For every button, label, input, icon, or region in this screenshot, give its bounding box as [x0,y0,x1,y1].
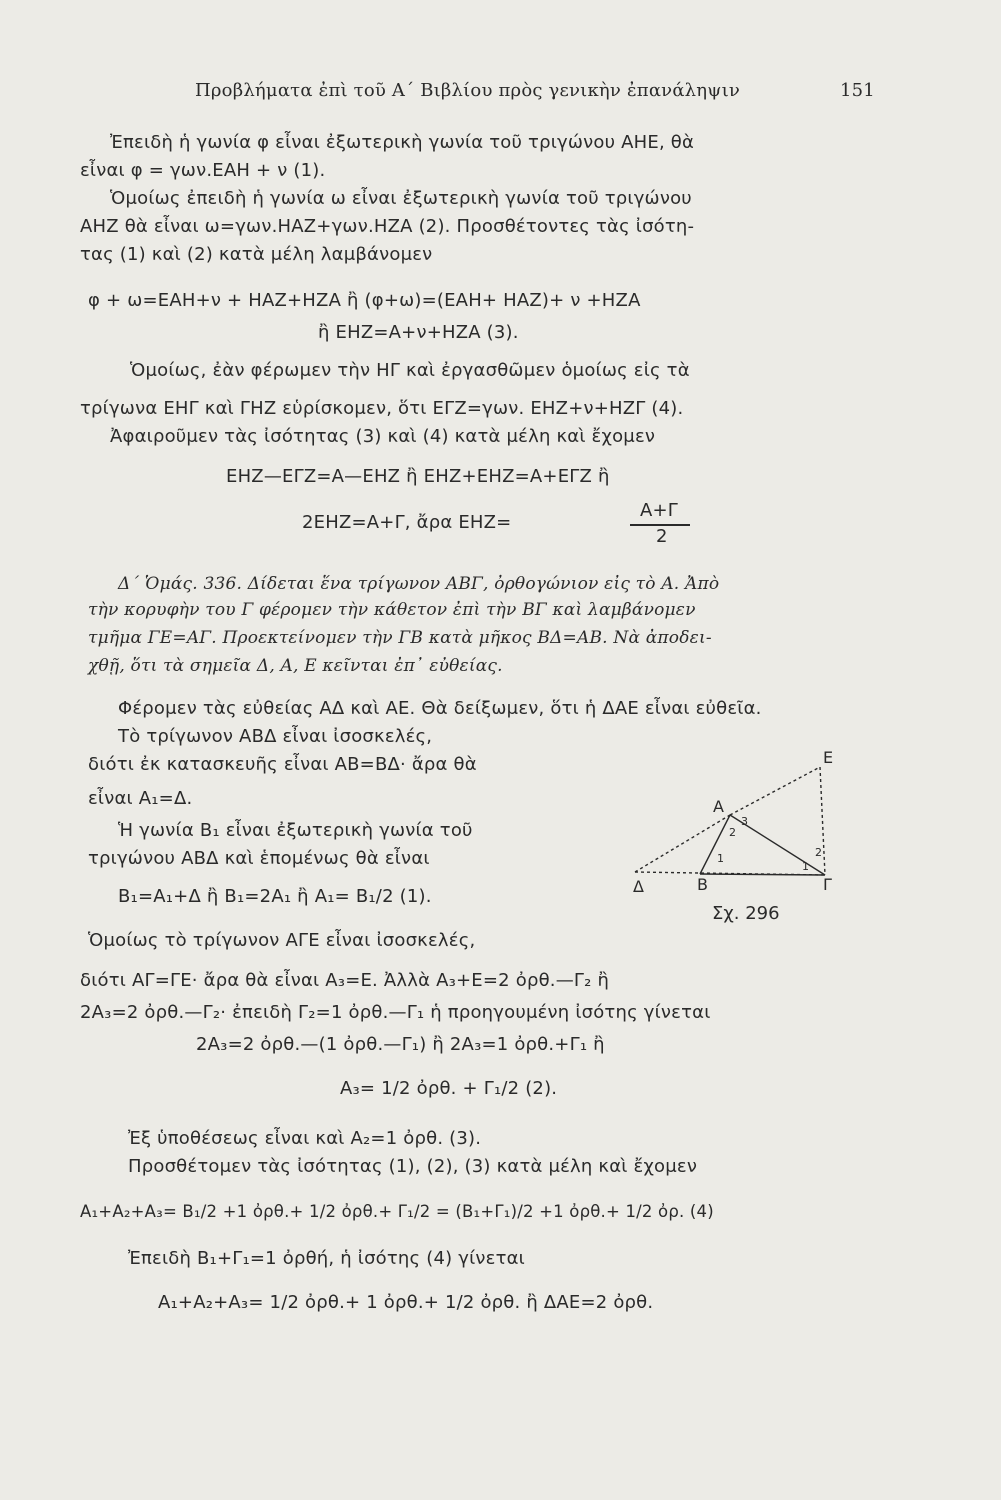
text-line: Ὁμοίως τὸ τρίγωνον ΑΓΕ εἶναι ἰσοσκελές, [88,930,476,951]
equation-line: Α₁+Α₂+Α₃= 1/2 ὀρθ.+ 1 ὀρθ.+ 1/2 ὀρθ. ἢ ΔΑΕ=2 ὀρθ. [158,1292,654,1313]
label-e: Ε [823,748,834,767]
label-angle-2: 2 [729,826,736,839]
problem-statement: τὴν κορυφὴν του Γ φέρομεν τὴν κάθετον ἐπὶ τὴν ΒΓ καὶ λαμβάνομεν [88,600,696,620]
text-line: Φέρομεν τὰς εὐθείας ΑΔ καὶ ΑΕ. Θὰ δείξωμεν, ὅτι ἡ ΔΑΕ εἶναι εὐθεῖα. [118,698,762,719]
problem-statement: Δ΄ Ὁμάς. 336. Δίδεται ἕνα τρίγωνον ΑΒΓ, ὀρθογώνιον εἰς τὸ Α. Ἀπὸ [118,574,720,594]
label-angle-1: 1 [717,852,724,865]
text-line: εἶναι φ = γων.ΕΑΗ + ν (1). [80,160,326,181]
label-a: Α [713,797,724,816]
label-gamma: Γ [823,875,832,894]
fraction-denominator: 2 [656,526,668,547]
text-line: τριγώνου ΑΒΔ καὶ ἑπομένως θὰ εἶναι [88,848,430,869]
equation-line: Α₃= 1/2 ὀρθ. + Γ₁/2 (2). [340,1078,558,1099]
running-title: Προβλήματα ἐπὶ τοῦ Α΄ Βιβλίου πρὸς γενικὴν ἐπανάληψιν [195,80,740,101]
equation-line: Α₁+Α₂+Α₃= Β₁/2 +1 ὀρθ.+ 1/2 ὀρθ.+ Γ₁/2 = (Β₁+Γ₁)/2 +1 ὀρθ.+ 1/2 ὀρ. (4) [80,1202,714,1221]
text-line: διότι ἐκ κατασκευῆς εἶναι ΑΒ=ΒΔ· ἄρα θὰ [88,754,477,775]
label-gamma-2: 2 [815,846,822,859]
fraction-numerator: Α+Γ [640,500,679,521]
segment-b-a [700,815,730,874]
equation-line: Β₁=Α₁+Δ ἢ Β₁=2Α₁ ἢ Α₁= Β₁/2 (1). [118,886,432,907]
segment-a-e [730,767,820,815]
text-line: 2Α₃=2 ὀρθ.—Γ₂· ἐπειδὴ Γ₂=1 ὀρθ.—Γ₁ ἡ προηγουμένη ἰσότης γίνεται [80,1002,711,1023]
text-line: τας (1) καὶ (2) κατὰ μέλη λαμβάνομεν [80,244,433,265]
label-gamma-1: 1 [802,860,809,873]
text-line: Τὸ τρίγωνον ΑΒΔ εἶναι ἰσοσκελές, [118,726,433,747]
equation-line: φ + ω=ΕΑΗ+ν + ΗΑΖ+ΗΖΑ ἢ (φ+ω)=(ΕΑΗ+ ΗΑΖ)+ ν +ΗΖΑ [88,290,641,311]
text-line: εἶναι Α₁=Δ. [88,788,193,809]
text-line: Ὁμοίως ἐπειδὴ ἡ γωνία ω εἶναι ἐξωτερικὴ γωνία τοῦ τριγώνου [110,188,692,209]
text-line: Προσθέτομεν τὰς ἰσότητας (1), (2), (3) κατὰ μέλη καὶ ἔχομεν [128,1156,698,1177]
equation-line: ΕΗΖ—ΕΓΖ=Α—ΕΗΖ ἢ ΕΗΖ+ΕΗΖ=Α+ΕΓΖ ἢ [226,466,610,487]
segment-b-gamma [700,874,825,875]
equation-line: 2Α₃=2 ὀρθ.—(1 ὀρθ.—Γ₁) ἢ 2Α₃=1 ὀρθ.+Γ₁ ἢ [196,1034,605,1055]
text-line: Ἐπειδὴ ἡ γωνία φ εἶναι ἐξωτερικὴ γωνία τοῦ τριγώνου ΑΗΕ, θὰ [110,132,695,153]
text-line: Ὁμοίως, ἐὰν φέρωμεν τὴν ΗΓ καὶ ἐργασθῶμεν ὁμοίως εἰς τὰ [130,360,690,381]
label-delta: Δ [633,877,644,896]
equation-line: ἢ ΕΗΖ=Α+ν+ΗΖΑ (3). [318,322,519,343]
problem-statement: τμῆμα ΓΕ=ΑΓ. Προεκτείνομεν τὴν ΓΒ κατὰ μῆκος ΒΔ=ΑΒ. Νὰ ἀποδει- [88,628,712,648]
text-line: Ἀφαιροῦμεν τὰς ἰσότητας (3) καὶ (4) κατὰ μέλη καὶ ἔχομεν [110,426,656,447]
equation-line: 2ΕΗΖ=Α+Γ, ἄρα ΕΗΖ= [302,512,512,533]
problem-statement: χθῇ, ὅτι τὰ σημεῖα Δ, Α, Ε κεῖνται ἐπ᾿ εὐθείας. [88,656,503,676]
text-line: διότι ΑΓ=ΓΕ· ἄρα θὰ εἶναι Α₃=Ε. Ἀλλὰ Α₃+Ε=2 ὀρθ.—Γ₂ ἢ [80,970,610,991]
page-number: 151 [840,80,875,101]
label-b: Β [697,875,708,894]
text-line: ΑΗΖ θὰ εἶναι ω=γων.ΗΑΖ+γων.ΗΖΑ (2). Προσθέτοντες τὰς ἰσότη- [80,216,695,237]
text-line: Ἡ γωνία Β₁ εἶναι ἐξωτερικὴ γωνία τοῦ [118,820,473,841]
text-line: Ἐπειδὴ Β₁+Γ₁=1 ὀρθή, ἡ ἰσότης (4) γίνεται [128,1248,525,1269]
text-line: τρίγωνα ΕΗΓ καὶ ΓΗΖ εὑρίσκομεν, ὅτι ΕΓΖ=γων. ΕΗΖ+ν+ΗΖΓ (4). [80,398,684,419]
figure-caption: Σχ. 296 [712,903,780,924]
text-line: Ἐξ ὑποθέσεως εἶναι καὶ Α₂=1 ὀρθ. (3). [128,1128,482,1149]
label-angle-3: 3 [741,815,748,828]
